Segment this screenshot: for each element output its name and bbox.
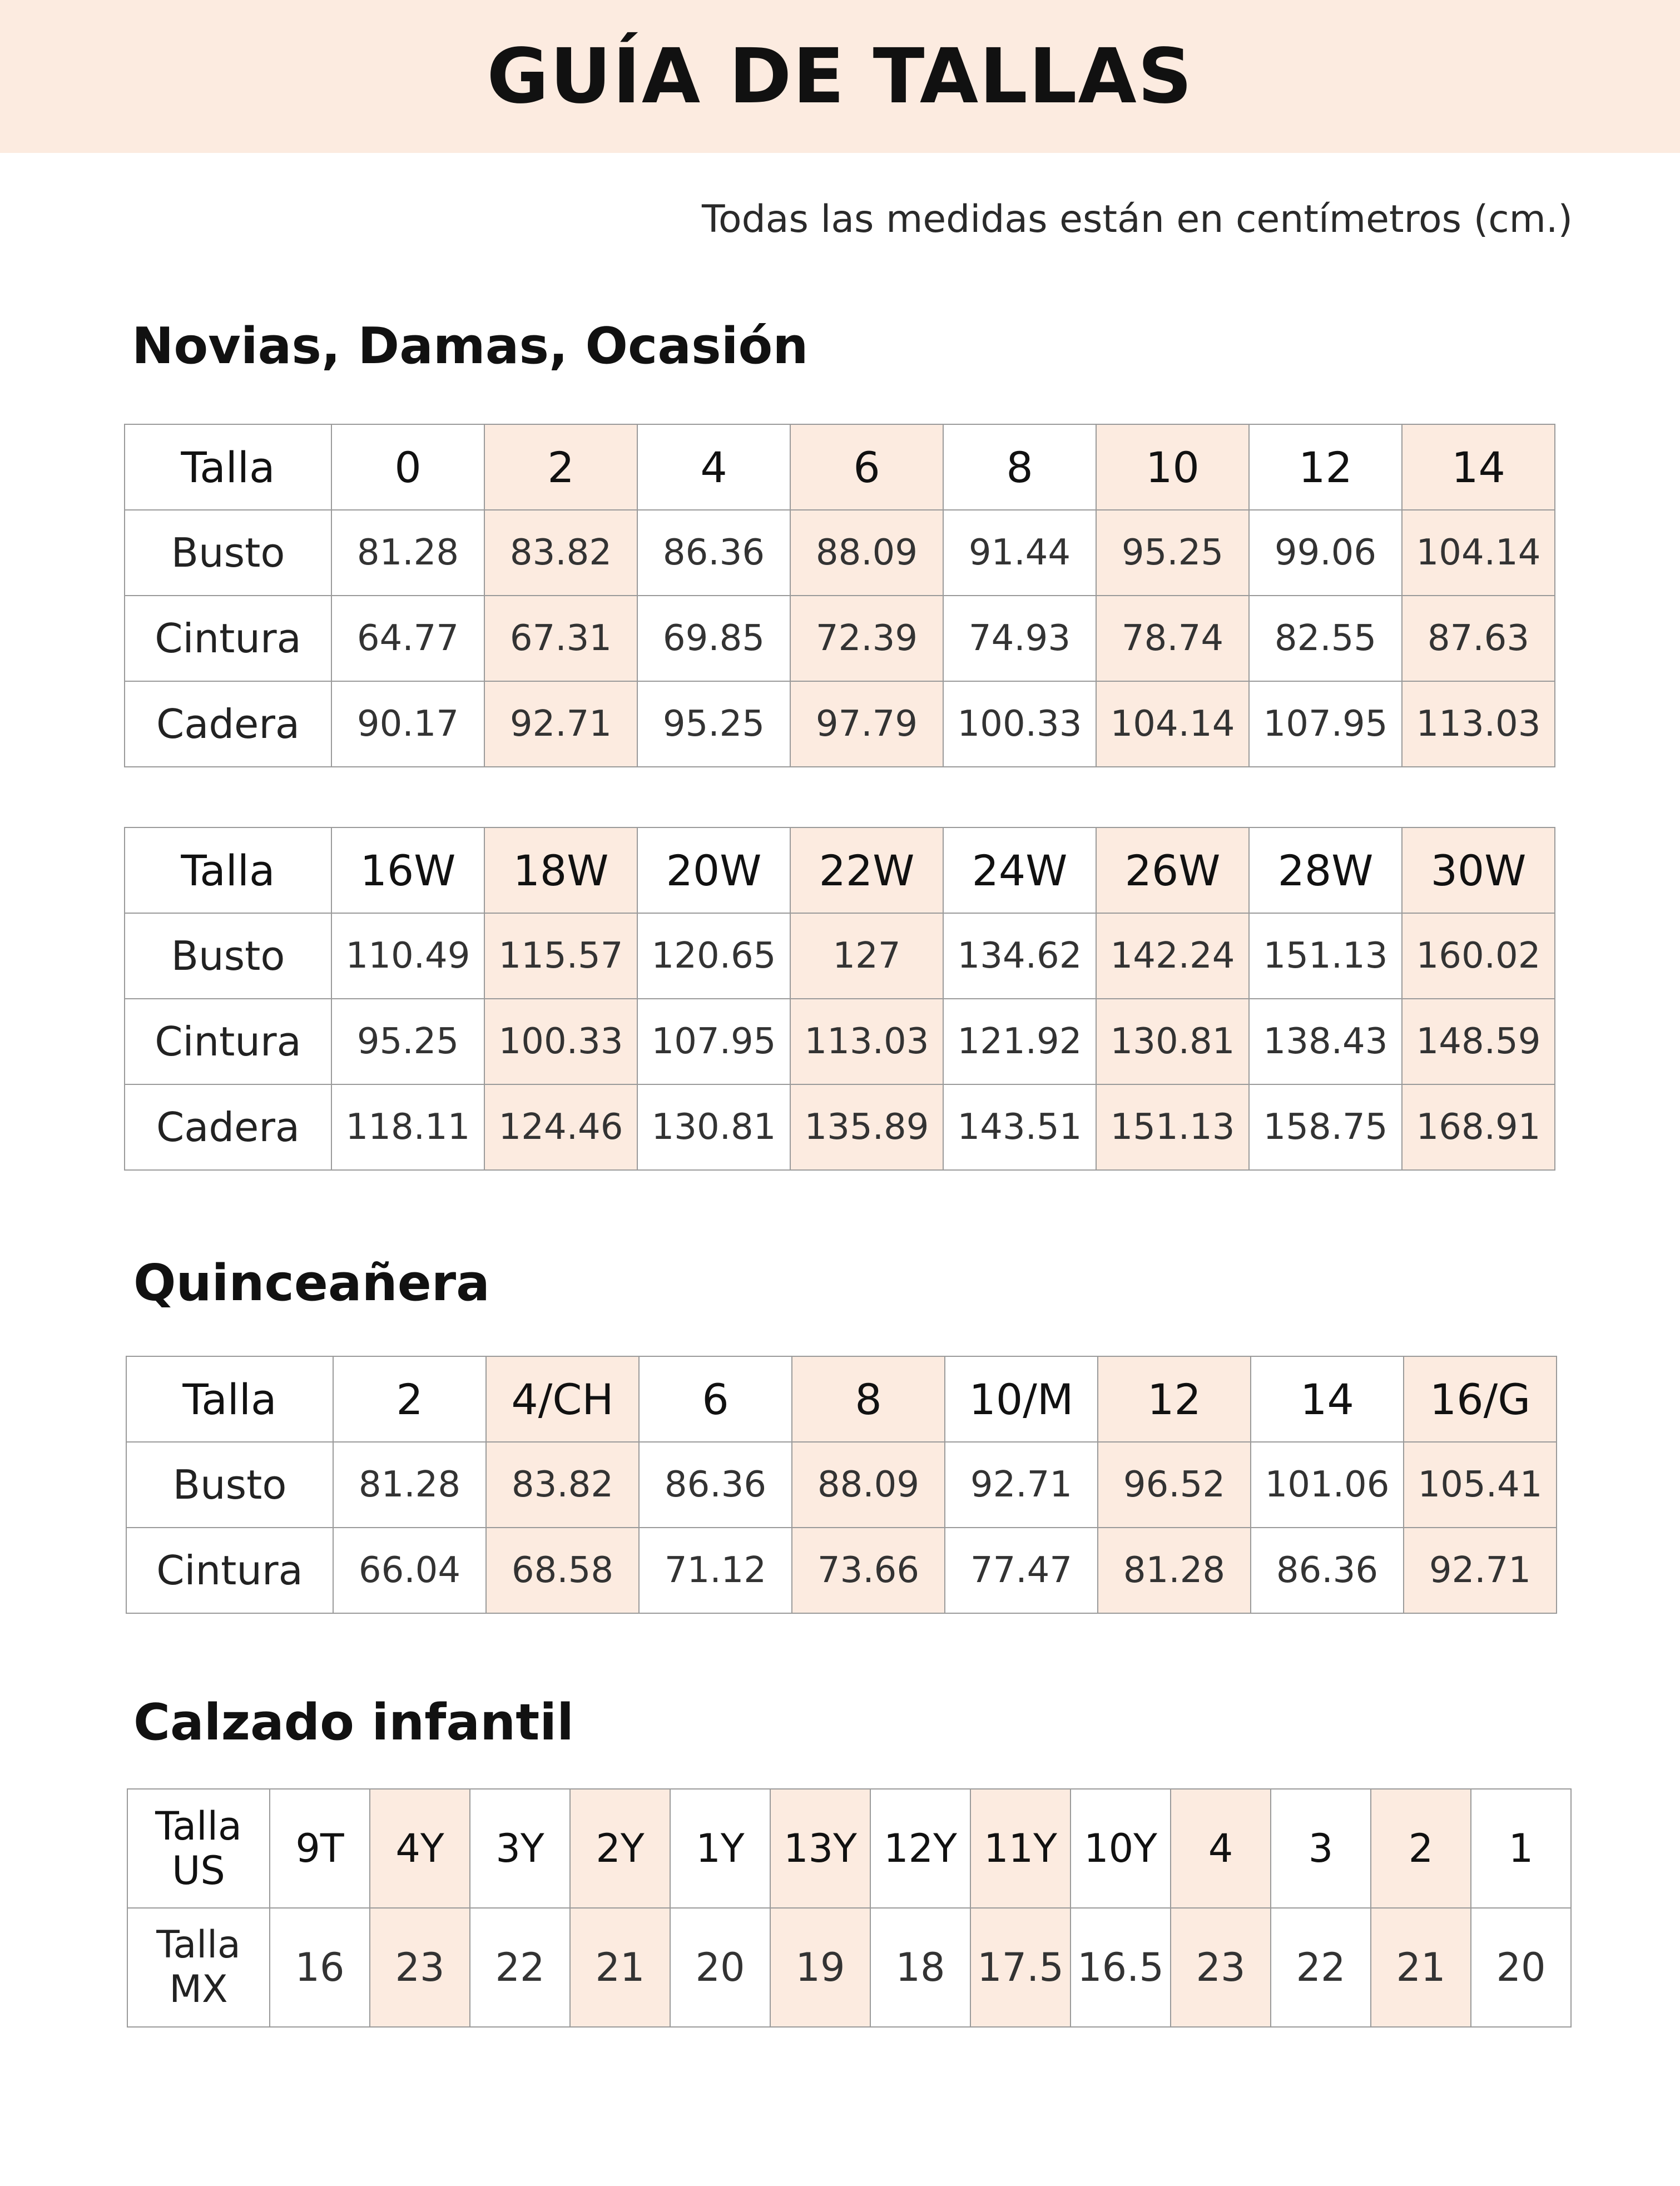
value-cell: 82.55 — [1249, 596, 1402, 681]
row-label-mx — [127, 1908, 270, 2027]
row-label-line: US — [172, 1848, 225, 1893]
row-label: Busto — [126, 1442, 333, 1528]
value-cell: 121.92 — [943, 999, 1096, 1084]
value-cell: 120.65 — [637, 913, 790, 999]
table-row — [125, 913, 1555, 999]
value-cell: 104.14 — [1402, 510, 1555, 596]
table-header-row — [127, 1789, 1571, 1908]
value-cell: 69.85 — [637, 596, 790, 681]
value-cell: 101.06 — [1251, 1442, 1404, 1528]
size-cell: 28W — [1249, 827, 1402, 913]
value-cell: 20 — [670, 1908, 770, 2027]
value-cell: 168.91 — [1402, 1084, 1555, 1170]
value-cell: 151.13 — [1096, 1084, 1249, 1170]
value-cell: 88.09 — [792, 1442, 945, 1528]
value-cell: 135.89 — [790, 1084, 943, 1170]
size-cell: 6 — [790, 424, 943, 510]
value-cell: 86.36 — [1251, 1528, 1404, 1613]
value-cell: 115.57 — [484, 913, 637, 999]
size-cell: 12 — [1249, 424, 1402, 510]
size-cell: 1 — [1471, 1789, 1571, 1908]
size-cell: 12Y — [870, 1789, 970, 1908]
table-novias-1 — [124, 424, 1555, 767]
value-cell: 138.43 — [1249, 999, 1402, 1084]
table-header-row — [126, 1356, 1557, 1442]
value-cell: 21 — [570, 1908, 670, 2027]
value-cell: 142.24 — [1096, 913, 1249, 999]
size-cell: 2 — [1371, 1789, 1471, 1908]
table-novias-2 — [124, 827, 1555, 1171]
table-row — [126, 1442, 1557, 1528]
value-cell: 99.06 — [1249, 510, 1402, 596]
value-cell: 127 — [790, 913, 943, 999]
size-cell: 13Y — [770, 1789, 870, 1908]
value-cell: 100.33 — [484, 999, 637, 1084]
value-cell: 160.02 — [1402, 913, 1555, 999]
value-cell: 110.49 — [331, 913, 484, 999]
value-cell: 92.71 — [945, 1442, 1098, 1528]
value-cell: 83.82 — [484, 510, 637, 596]
value-cell: 95.25 — [1096, 510, 1249, 596]
table-row — [125, 596, 1555, 681]
title-banner — [0, 0, 1680, 153]
value-cell: 97.79 — [790, 681, 943, 767]
size-cell: 30W — [1402, 827, 1555, 913]
table-calzado — [127, 1788, 1572, 2028]
value-cell: 107.95 — [1249, 681, 1402, 767]
value-cell: 148.59 — [1402, 999, 1555, 1084]
row-label: Cintura — [126, 1528, 333, 1613]
size-cell: 11Y — [970, 1789, 1071, 1908]
section-title-novias: Novias, Damas, Ocasión — [132, 317, 809, 375]
row-label: Talla — [125, 827, 331, 913]
size-cell: 6 — [639, 1356, 792, 1442]
size-cell: 4 — [637, 424, 790, 510]
value-cell: 68.58 — [486, 1528, 639, 1613]
value-cell: 71.12 — [639, 1528, 792, 1613]
row-label-line: Talla — [155, 1803, 242, 1849]
value-cell: 107.95 — [637, 999, 790, 1084]
value-cell: 95.25 — [331, 999, 484, 1084]
value-cell: 16.5 — [1071, 1908, 1171, 2027]
table-row — [125, 681, 1555, 767]
section-title-calzado: Calzado infantil — [133, 1693, 574, 1752]
size-cell: 4 — [1171, 1789, 1271, 1908]
size-cell: 14 — [1402, 424, 1555, 510]
value-cell: 81.28 — [331, 510, 484, 596]
value-cell: 16 — [270, 1908, 370, 2027]
value-cell: 83.82 — [486, 1442, 639, 1528]
row-label-line: MX — [169, 1967, 228, 2011]
value-cell: 86.36 — [637, 510, 790, 596]
value-cell: 73.66 — [792, 1528, 945, 1613]
row-label: Busto — [125, 913, 331, 999]
table-quinceanera — [126, 1356, 1557, 1614]
size-cell: 22W — [790, 827, 943, 913]
table-row — [126, 1528, 1557, 1613]
value-cell: 151.13 — [1249, 913, 1402, 999]
row-label: Cintura — [125, 596, 331, 681]
value-cell: 92.71 — [484, 681, 637, 767]
table-header-row — [125, 424, 1555, 510]
row-label: Talla — [126, 1356, 333, 1442]
value-cell: 67.31 — [484, 596, 637, 681]
value-cell: 158.75 — [1249, 1084, 1402, 1170]
size-cell: 18W — [484, 827, 637, 913]
size-cell: 10 — [1096, 424, 1249, 510]
value-cell: 20 — [1471, 1908, 1571, 2027]
size-cell: 10/M — [945, 1356, 1098, 1442]
size-cell: 16W — [331, 827, 484, 913]
value-cell: 77.47 — [945, 1528, 1098, 1613]
size-cell: 3Y — [470, 1789, 570, 1908]
size-cell: 12 — [1098, 1356, 1251, 1442]
units-note: Todas las medidas están en centímetros (cm.) — [702, 197, 1573, 241]
table-row — [125, 999, 1555, 1084]
size-cell: 24W — [943, 827, 1096, 913]
section-title-quinceanera: Quinceañera — [133, 1254, 490, 1312]
size-cell: 10Y — [1071, 1789, 1171, 1908]
size-cell: 4/CH — [486, 1356, 639, 1442]
value-cell: 78.74 — [1096, 596, 1249, 681]
size-cell: 2Y — [570, 1789, 670, 1908]
value-cell: 100.33 — [943, 681, 1096, 767]
size-cell: 8 — [943, 424, 1096, 510]
value-cell: 105.41 — [1404, 1442, 1557, 1528]
size-cell: 9T — [270, 1789, 370, 1908]
value-cell: 81.28 — [333, 1442, 486, 1528]
value-cell: 90.17 — [331, 681, 484, 767]
value-cell: 143.51 — [943, 1084, 1096, 1170]
size-cell: 16/G — [1404, 1356, 1557, 1442]
value-cell: 95.25 — [637, 681, 790, 767]
value-cell: 21 — [1371, 1908, 1471, 2027]
table-row — [127, 1908, 1571, 2027]
value-cell: 23 — [370, 1908, 470, 2027]
value-cell: 22 — [470, 1908, 570, 2027]
size-cell: 2 — [484, 424, 637, 510]
size-cell: 4Y — [370, 1789, 470, 1908]
page-title: GUÍA DE TALLAS — [487, 32, 1193, 121]
value-cell: 91.44 — [943, 510, 1096, 596]
value-cell: 134.62 — [943, 913, 1096, 999]
value-cell: 74.93 — [943, 596, 1096, 681]
size-cell: 3 — [1271, 1789, 1371, 1908]
value-cell: 118.11 — [331, 1084, 484, 1170]
size-cell: 2 — [333, 1356, 486, 1442]
size-cell: 20W — [637, 827, 790, 913]
size-cell: 26W — [1096, 827, 1249, 913]
value-cell: 66.04 — [333, 1528, 486, 1613]
value-cell: 81.28 — [1098, 1528, 1251, 1613]
table-row — [125, 510, 1555, 596]
size-cell: 0 — [331, 424, 484, 510]
value-cell: 72.39 — [790, 596, 943, 681]
value-cell: 130.81 — [637, 1084, 790, 1170]
value-cell: 130.81 — [1096, 999, 1249, 1084]
value-cell: 19 — [770, 1908, 870, 2027]
value-cell: 124.46 — [484, 1084, 637, 1170]
row-label: Cintura — [125, 999, 331, 1084]
value-cell: 113.03 — [790, 999, 943, 1084]
row-label: Busto — [125, 510, 331, 596]
size-cell: 1Y — [670, 1789, 770, 1908]
value-cell: 113.03 — [1402, 681, 1555, 767]
row-label: Cadera — [125, 1084, 331, 1170]
value-cell: 23 — [1171, 1908, 1271, 2027]
row-label-us — [127, 1789, 270, 1908]
value-cell: 104.14 — [1096, 681, 1249, 767]
size-cell: 8 — [792, 1356, 945, 1442]
size-cell: 14 — [1251, 1356, 1404, 1442]
value-cell: 87.63 — [1402, 596, 1555, 681]
value-cell: 86.36 — [639, 1442, 792, 1528]
value-cell: 96.52 — [1098, 1442, 1251, 1528]
value-cell: 22 — [1271, 1908, 1371, 2027]
value-cell: 18 — [870, 1908, 970, 2027]
row-label: Talla — [125, 424, 331, 510]
row-label: Cadera — [125, 681, 331, 767]
table-header-row — [125, 827, 1555, 913]
value-cell: 64.77 — [331, 596, 484, 681]
row-label-line: Talla — [156, 1923, 241, 1967]
value-cell: 88.09 — [790, 510, 943, 596]
value-cell: 92.71 — [1404, 1528, 1557, 1613]
value-cell: 17.5 — [970, 1908, 1071, 2027]
table-row — [125, 1084, 1555, 1170]
